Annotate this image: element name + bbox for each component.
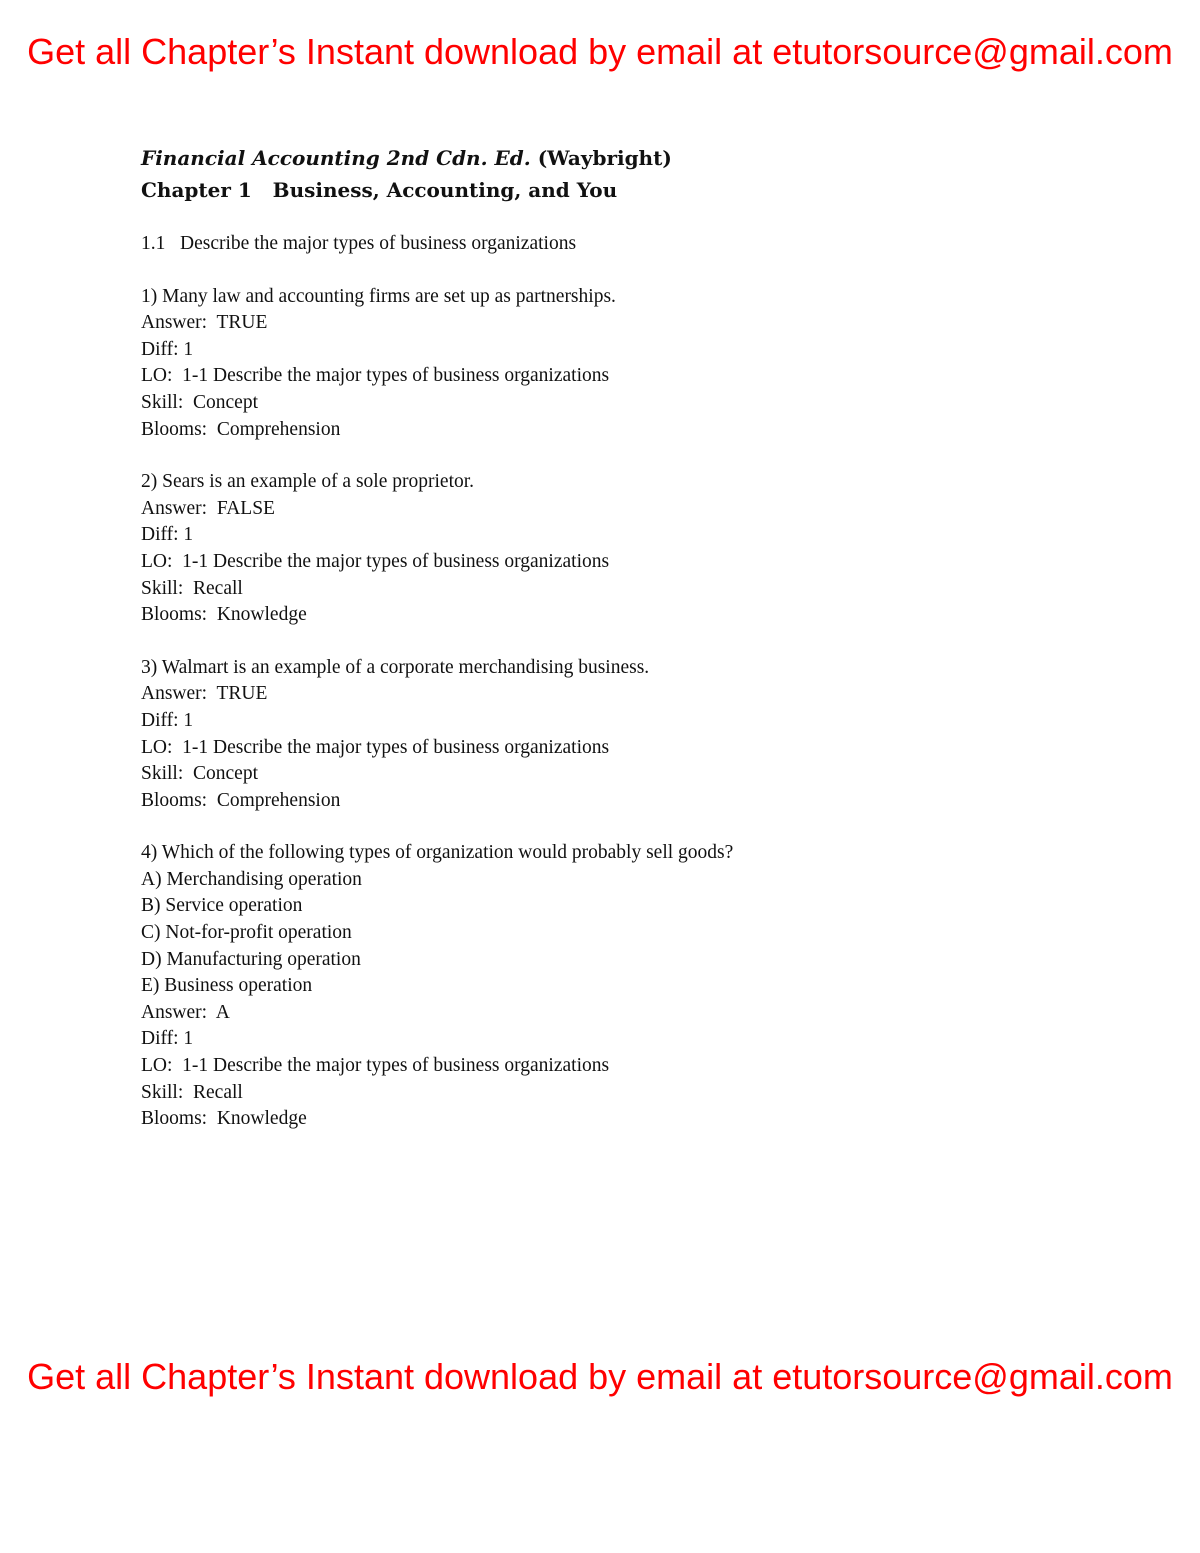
question-block (141, 840, 1081, 1133)
answer-option: C) Not-for-profit operation (141, 922, 352, 944)
answer-option: D) Manufacturing operation (141, 948, 361, 970)
download-banner-bottom: Get all Chapter’s Instant download by email at etutorsource@gmail.com (27, 1356, 1173, 1397)
book-title-line (141, 142, 1081, 174)
learning-objective-line: LO: 1-1 Describe the major types of business organizations (141, 550, 610, 572)
difficulty-line: Diff: 1 (141, 338, 194, 360)
answer-line: Answer: TRUE (141, 312, 268, 334)
question-block (141, 469, 1081, 629)
document-body (141, 142, 1081, 1133)
skill-line: Skill: Recall (141, 1081, 243, 1103)
book-author: (Waybright) (537, 146, 672, 170)
answer-option: E) Business operation (141, 975, 313, 997)
answer-line: Answer: TRUE (141, 683, 268, 705)
blooms-line: Blooms: Comprehension (141, 418, 341, 440)
question-block (141, 284, 1081, 444)
learning-objective-line: LO: 1-1 Describe the major types of business organizations (141, 736, 610, 758)
answer-option: A) Merchandising operation (141, 868, 362, 890)
question-list (141, 284, 1081, 1133)
question-stem: 4) Which of the following types of organization would probably sell goods? (141, 842, 734, 864)
answer-line: Answer: A (141, 1001, 230, 1023)
skill-line: Skill: Recall (141, 577, 243, 599)
section-heading: 1.1 Describe the major types of business organizations (141, 233, 577, 254)
blooms-line: Blooms: Comprehension (141, 789, 341, 811)
question-stem: 2) Sears is an example of a sole proprietor. (141, 471, 475, 493)
blooms-line: Blooms: Knowledge (141, 604, 307, 626)
answer-line: Answer: FALSE (141, 497, 275, 519)
question-stem: 3) Walmart is an example of a corporate merchandising business. (141, 656, 650, 678)
difficulty-line: Diff: 1 (141, 1028, 194, 1050)
blooms-line: Blooms: Knowledge (141, 1108, 307, 1130)
learning-objective-line: LO: 1-1 Describe the major types of business organizations (141, 1055, 610, 1077)
skill-line: Skill: Concept (141, 391, 258, 413)
difficulty-line: Diff: 1 (141, 709, 194, 731)
learning-objective-line: LO: 1-1 Describe the major types of business organizations (141, 365, 610, 387)
chapter-title: Chapter 1 Business, Accounting, and You (141, 178, 618, 202)
answer-option: B) Service operation (141, 895, 303, 917)
download-banner-top: Get all Chapter’s Instant download by email at etutorsource@gmail.com (27, 31, 1173, 72)
question-block (141, 655, 1081, 815)
skill-line: Skill: Concept (141, 763, 258, 785)
question-stem: 1) Many law and accounting firms are set up as partnerships. (141, 285, 616, 307)
difficulty-line: Diff: 1 (141, 524, 194, 546)
book-title: Financial Accounting 2nd Cdn. Ed. (141, 146, 531, 170)
